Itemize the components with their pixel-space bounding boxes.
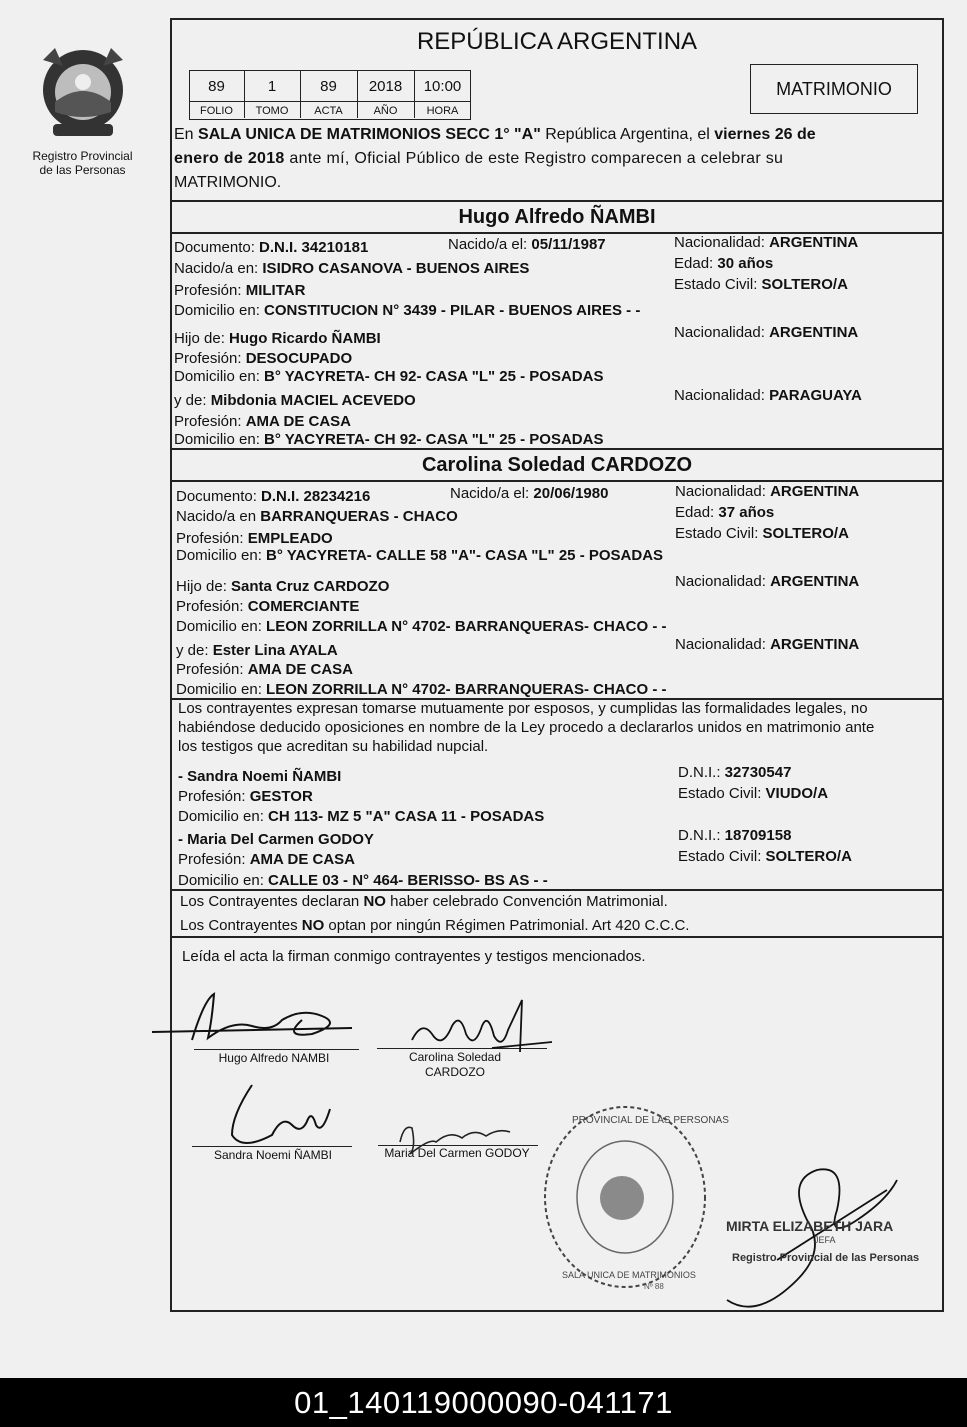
declaration-line-2: habiéndose deducido oposiciones en nombre de la Ley procedo a declararlos unidos en matrimonio ante [178,719,875,736]
bride-mother: y de: Ester Lina AYALA [176,642,338,659]
stamp-text: PROVINCIAL DE LAS PERSONAS [572,1115,729,1126]
groom-civil-status: Estado Civil: SOLTERO/A [674,276,848,293]
bride-signature-caption-2: CARDOZO [425,1065,485,1079]
hour-label: HORA [426,105,459,117]
intro-line-2: enero de 2018 ante mí, Oficial Público de este Registro comparecen a celebrar su [174,150,784,167]
groom-mother-address: Domicilio en: B° YACYRETA- CH 92- CASA "L" 25 - POSADAS [174,431,604,448]
witness-1-dni: D.N.I.: 32730547 [678,764,792,781]
groom-birthdate: Nacido/a el: 05/11/1987 [448,236,606,253]
bride-mother-profession: Profesión: AMA DE CASA [176,661,353,678]
note-convention: Los Contrayentes declaran NO haber celebrado Convención Matrimonial. [180,893,668,910]
witness-1-civil-status: Estado Civil: VIUDO/A [678,785,829,802]
bride-mother-address: Domicilio en: LEON ZORRILLA N° 4702- BARRANQUERAS- CHACO - - [176,681,667,698]
document-title: REPÚBLICA ARGENTINA [416,28,698,55]
act-type: MATRIMONIO [776,79,892,99]
bride-father-address: Domicilio en: LEON ZORRILLA N° 4702- BARRANQUERAS- CHACO - - [176,618,667,635]
groom-document: Documento: D.N.I. 34210181 [174,239,369,256]
official-mark: JEFA [814,1235,836,1245]
note-regime: Los Contrayentes NO optan por ningún Régimen Patrimonial. Art 420 C.C.C. [180,917,690,934]
groom-address: Domicilio en: CONSTITUCION N° 3439 - PILAR - BUENOS AIRES - - [174,302,641,319]
official-role: Registro Provincial de las Personas [732,1252,920,1264]
registry-label-line2: de las Personas [39,163,126,177]
groom-mother-nationality: Nacionalidad: PARAGUAYA [674,387,862,404]
province-seal-icon [33,40,133,140]
groom-mother-profession: Profesión: AMA DE CASA [174,413,351,430]
groom-profession: Profesión: MILITAR [174,282,306,299]
groom-birthplace: Nacido/a en: ISIDRO CASANOVA - BUENOS AIRES [174,260,530,277]
hour-value: 10:00 [423,78,462,95]
registry-label-line1: Registro Provincial [32,149,133,163]
groom-father-address: Domicilio en: B° YACYRETA- CH 92- CASA "L" 25 - POSADAS [174,368,604,385]
year-value: 2018 [368,78,403,95]
registry-logo [20,40,145,177]
groom-age: Edad: 30 años [674,255,774,272]
bride-father: Hijo de: Santa Cruz CARDOZO [176,578,390,595]
bride-father-profession: Profesión: COMERCIANTE [176,598,360,615]
groom-father-nationality: Nacionalidad: ARGENTINA [674,324,859,341]
witness-2-profession: Profesión: AMA DE CASA [178,851,355,868]
witness-2-signature-caption: Maria Del Carmen GODOY [384,1146,530,1160]
tomo-value: 1 [267,78,277,95]
witness-2-civil-status: Estado Civil: SOLTERO/A [678,848,852,865]
groom-signature [152,980,372,1060]
act-type-box [750,64,918,114]
declaration-line-3: los testigos que acreditan su habilidad nupcial. [178,738,489,755]
intro-line-3: MATRIMONIO. [174,174,282,191]
bride-address: Domicilio en: B° YACYRETA- CALLE 58 "A"- CASA "L" 25 - POSADAS [176,547,664,564]
acta-label: ACTA [314,105,343,117]
witness-1-name: - Sandra Noemi ÑAMBI [178,768,342,785]
bride-name: Carolina Soledad CARDOZO [421,454,693,476]
stamp-code: Nº 88 [644,1282,664,1291]
witness-1-signature-caption: Sandra Noemi ÑAMBI [213,1148,333,1162]
bride-civil-status: Estado Civil: SOLTERO/A [675,525,849,542]
folio-value: 89 [208,78,225,95]
bride-document: Documento: D.N.I. 28234216 [176,488,371,505]
groom-mother: y de: Mibdonia MACIEL ACEVEDO [174,392,416,409]
tomo-label: TOMO [255,105,289,117]
official-name: MIRTA ELIZABETH JARA [726,1218,894,1234]
year-label: AÑO [373,105,398,117]
bride-birthdate: Nacido/a el: 20/06/1980 [450,485,609,502]
groom-nationality: Nacionalidad: ARGENTINA [674,234,859,251]
signing-statement: Leída el acta la firman conmigo contrayentes y testigos mencionados. [182,948,646,965]
bride-birthplace: Nacido/a en BARRANQUERAS - CHACO [176,508,458,525]
bride-signature [402,990,562,1070]
intro-line-1: En SALA UNICA DE MATRIMONIOS SECC 1° "A" República Argentina, el viernes 26 de [174,126,816,143]
witness-1-signature [212,1075,352,1155]
witness-1-address: Domicilio en: CH 113- MZ 5 "A" CASA 11 - POSADAS [178,808,545,825]
groom-name: Hugo Alfredo ÑAMBI [458,206,656,228]
marriage-certificate [170,18,944,1312]
acta-value: 89 [320,78,337,95]
groom-father: Hijo de: Hugo Ricardo ÑAMBI [174,330,381,347]
witness-2-signature [390,1118,530,1158]
witness-1-profession: Profesión: GESTOR [178,788,313,805]
witness-2-dni: D.N.I.: 18709158 [678,827,792,844]
bride-signature-caption-1: Carolina Soledad [408,1050,502,1064]
bride-mother-nationality: Nacionalidad: ARGENTINA [675,636,860,653]
bride-profession: Profesión: EMPLEADO [176,530,333,547]
witness-2-address: Domicilio en: CALLE 03 - N° 464- BERISSO- BS AS - - [178,872,548,889]
bride-nationality: Nacionalidad: ARGENTINA [675,483,860,500]
folio-label: FOLIO [199,105,233,117]
registry-stamp [540,1102,710,1292]
bride-age: Edad: 37 años [675,504,775,521]
stamp-bottom-text: SALA UNICA DE MATRIMONIOS [562,1270,696,1280]
groom-signature-caption: Hugo Alfredo NAMBI [218,1051,330,1065]
groom-father-profession: Profesión: DESOCUPADO [174,350,353,367]
scan-code-footer: 01_140119000090-041171 [0,1378,967,1427]
witness-2-name: - Maria Del Carmen GODOY [178,831,374,848]
declaration-line-1: Los contrayentes expresan tomarse mutuamente por esposos, y cumplidas las formalidades legales, no [178,700,868,717]
bride-father-nationality: Nacionalidad: ARGENTINA [675,573,860,590]
